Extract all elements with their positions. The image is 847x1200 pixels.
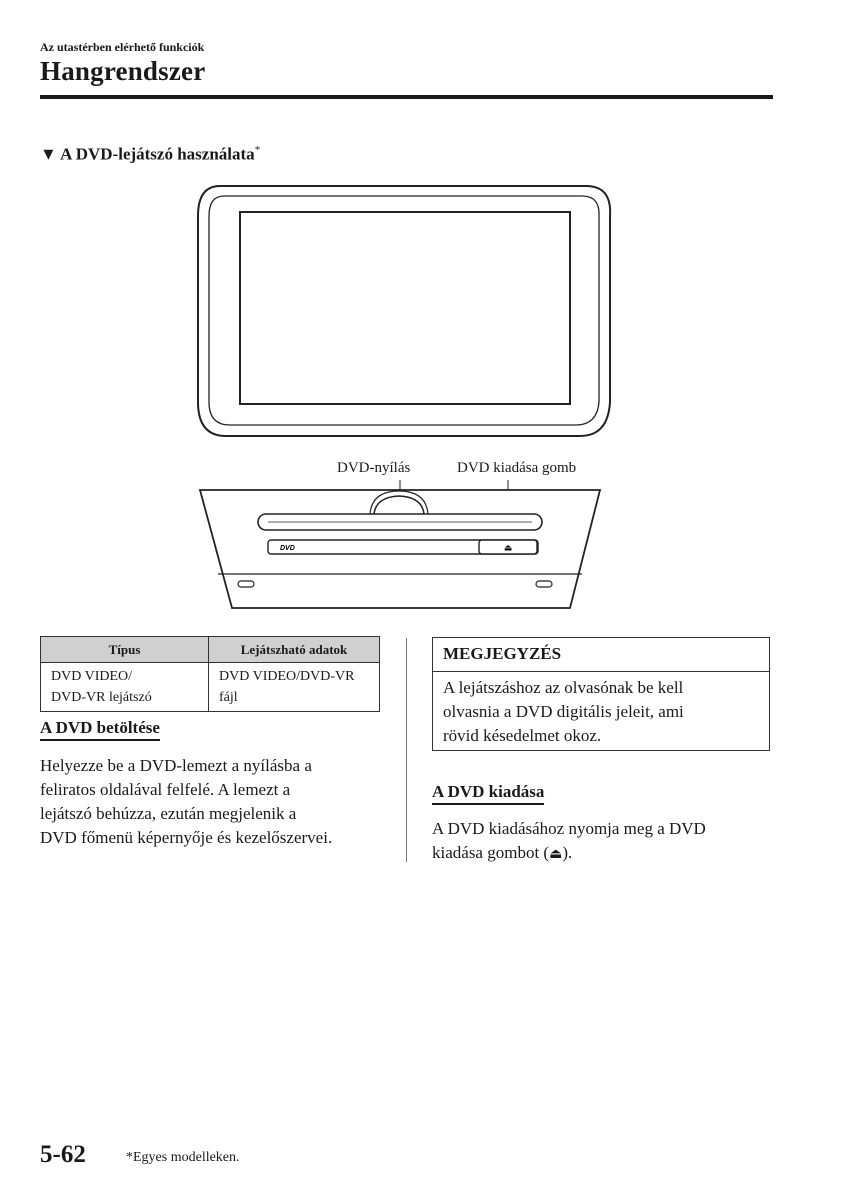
text-line: lejátszó behúzza, ezután megjelenik a <box>40 804 297 823</box>
text-line <box>432 841 706 866</box>
section-heading-text: A DVD-lejátszó használata <box>60 144 255 164</box>
page-title: Hangrendszer <box>40 56 206 86</box>
text-fragment: ). <box>562 843 573 862</box>
slot-label: DVD-nyílás <box>337 460 411 476</box>
eject-heading: A DVD kiadása <box>432 782 544 805</box>
data-line: fájl <box>219 690 238 705</box>
dvd-player-illustration <box>190 180 620 620</box>
loading-heading: A DVD betöltése <box>40 718 160 741</box>
table-header-data: Lejátszható adatok <box>209 637 380 663</box>
model-note-marker: * <box>254 144 261 156</box>
table-cell-type <box>41 663 209 712</box>
triangle-down-icon: ▼ <box>40 144 57 164</box>
type-line: DVD VIDEO/ <box>51 669 133 684</box>
note-header: MEGJEGYZÉS <box>433 638 769 672</box>
eject-icon: ⏏ <box>503 543 513 554</box>
table-row <box>41 663 380 712</box>
note-body <box>433 672 769 752</box>
section-heading <box>40 144 260 165</box>
text-line: olvasnia a DVD digitális jeleit, ami <box>443 702 684 721</box>
breadcrumb: Az utastérben elérhető funkciók <box>40 40 205 54</box>
display-screen <box>198 186 610 436</box>
dvd-logo: DVD <box>280 545 295 552</box>
text-line: Helyezze be a DVD-lemezt a nyílásba a <box>40 756 312 775</box>
loading-text <box>40 754 332 850</box>
title-rule <box>40 95 773 99</box>
column-divider <box>406 638 407 862</box>
eject-button-label: DVD kiadása gomb <box>457 460 577 476</box>
text-line: feliratos oldalával felfelé. A lemezt a <box>40 780 291 799</box>
text-line: DVD főmenü képernyője és kezelőszervei. <box>40 828 333 847</box>
text-line: rövid késedelmet okoz. <box>443 726 602 745</box>
text-line: A lejátszáshoz az olvasónak be kell <box>443 678 684 697</box>
text-fragment: kiadása gombot ( <box>432 843 550 862</box>
footnote: *Egyes modelleken. <box>126 1150 240 1165</box>
playable-data-table <box>40 636 380 712</box>
table-header-type: Típus <box>41 637 209 663</box>
type-line: DVD-VR lejátszó <box>51 690 152 705</box>
eject-text <box>432 817 706 866</box>
eject-icon: ⏏ <box>549 846 563 862</box>
page-number: 5-62 <box>40 1141 86 1168</box>
text-line: A DVD kiadásához nyomja meg a DVD <box>432 819 706 838</box>
table-header-row <box>41 637 380 663</box>
data-line: DVD VIDEO/DVD-VR <box>219 669 355 684</box>
table-cell-data <box>209 663 380 712</box>
note-box <box>432 637 770 751</box>
